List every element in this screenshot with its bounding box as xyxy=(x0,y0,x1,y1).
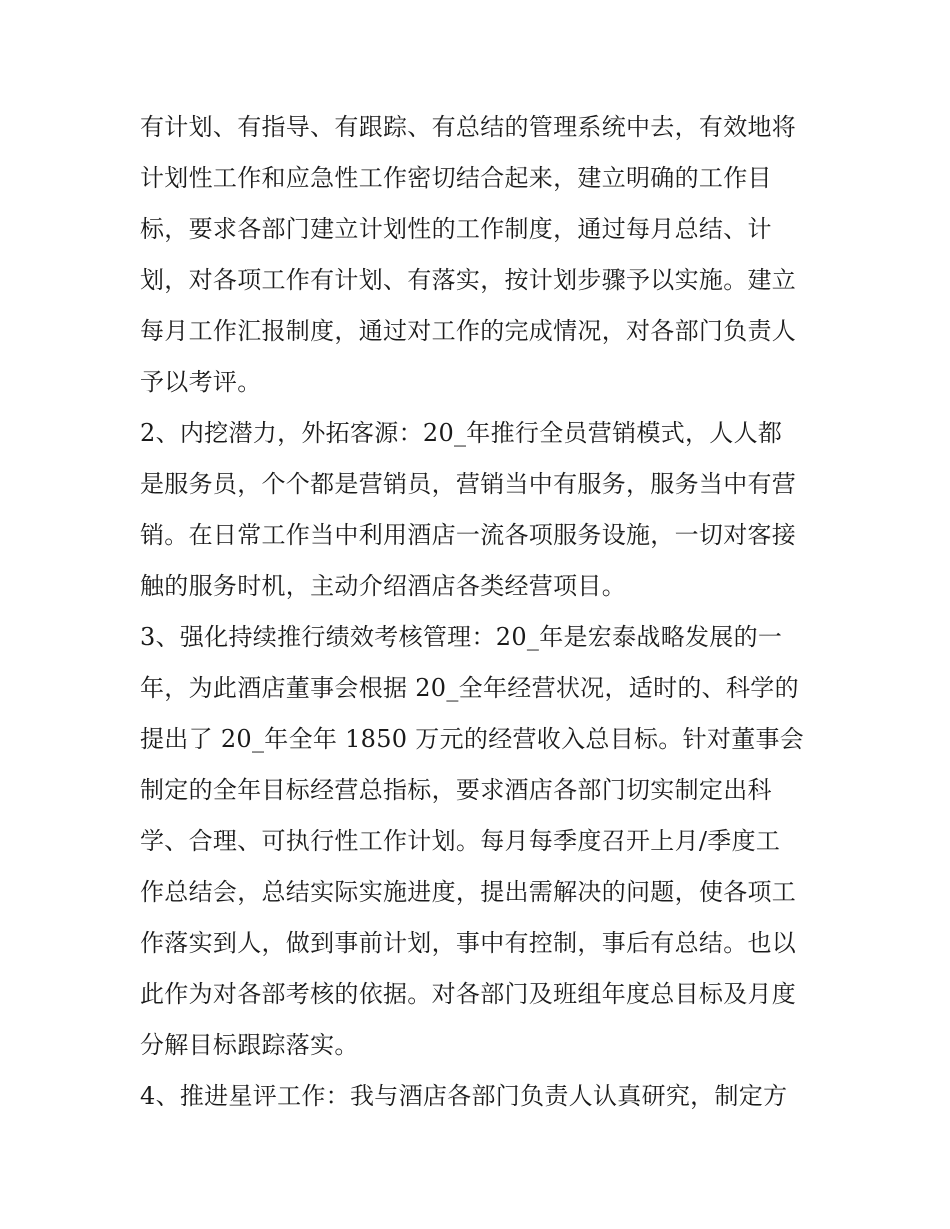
text-line-8: 是服务员，个个都是营销员，营销当中有服务，服务当中有营 xyxy=(140,470,797,498)
text-line-1: 有计划、有指导、有跟踪、有总结的管理系统中去，有效地将 xyxy=(140,113,797,141)
text-line-12: 年，为此酒店董事会根据 20_全年经营状况，适时的、科学的 xyxy=(140,674,799,702)
text-line-16: 作总结会，总结实际实施进度，提出需解决的问题，使各项工 xyxy=(140,878,797,906)
text-line-4: 划，对各项工作有计划、有落实，按计划步骤予以实施。建立 xyxy=(140,266,797,294)
text-line-13: 提出了 20_年全年 1850 万元的经营收入总目标。针对董事会 xyxy=(140,725,805,753)
text-line-2: 计划性工作和应急性工作密切结合起来，建立明确的工作目 xyxy=(140,164,772,192)
text-line-14: 制定的全年目标经营总指标，要求酒店各部门切实制定出科 xyxy=(140,776,772,804)
text-line-7: 2、内挖潜力，外拓客源：20_年推行全员营销模式，人人都 xyxy=(140,419,783,447)
text-line-15: 学、合理、可执行性工作计划。每月每季度召开上月/季度工 xyxy=(140,827,781,855)
text-line-9: 销。在日常工作当中利用酒店一流各项服务设施，一切对客接 xyxy=(140,521,797,549)
text-line-11: 3、强化持续推行绩效考核管理：20_年是宏泰战略发展的一 xyxy=(140,623,783,651)
text-line-19: 分解目标跟踪落实。 xyxy=(140,1031,359,1059)
text-line-3: 标，要求各部门建立计划性的工作制度，通过每月总结、计 xyxy=(140,215,772,243)
text-line-18: 此作为对各部考核的依据。对各部门及班组年度总目标及月度 xyxy=(140,980,797,1008)
document-body xyxy=(140,102,820,1122)
text-line-5: 每月工作汇报制度，通过对工作的完成情况，对各部门负责人 xyxy=(140,317,797,345)
text-line-6: 予以考评。 xyxy=(140,368,262,396)
text-line-10: 触的服务时机，主动介绍酒店各类经营项目。 xyxy=(140,572,626,600)
text-line-20: 4、推进星评工作：我与酒店各部门负责人认真研究，制定方 xyxy=(140,1082,788,1110)
text-line-17: 作落实到人，做到事前计划，事中有控制，事后有总结。也以 xyxy=(140,929,797,957)
